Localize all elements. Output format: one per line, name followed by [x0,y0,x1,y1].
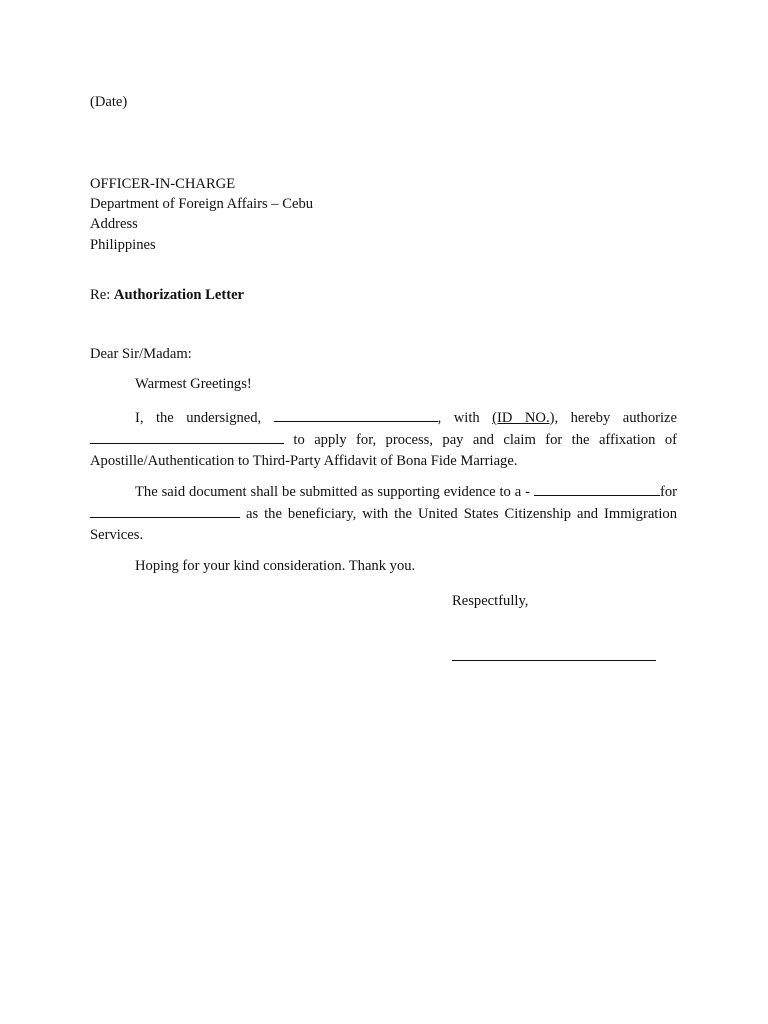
p2-text-1: The said document shall be submitted as supporting evidence to a - [135,484,534,500]
closing-line: Hoping for your kind consideration. Thank you. [135,558,416,574]
name-blank [274,407,438,422]
p1-text-3: hereby authorize [558,410,678,426]
p1-text-2: , with [437,410,493,426]
p2-text-2: for [659,484,677,500]
recipient-address: Address [90,216,138,232]
subject-label: Re: [90,287,114,303]
paragraph-authorization [90,407,677,472]
complimentary-close: Respectfully, [452,593,529,609]
recipient-country: Philippines [90,237,156,253]
id-number-placeholder: (ID NO.), [492,410,559,426]
authorized-person-blank [90,429,284,444]
salutation: Dear Sir/Madam: [90,346,192,362]
beneficiary-blank [90,503,240,518]
p2-text-3: as the beneficiary, with the United States Citizenship and Immigration Services. [90,506,677,543]
p1-text-1: I, the undersigned, [135,410,274,426]
date-line: (Date) [90,94,128,110]
petition-blank [534,481,660,496]
p1-text-4: to apply for, process, pay and claim for the affixation of Apostille/Authentication to Third-Party Affidavit of Bona Fide Marriage. [90,432,677,469]
paragraph-purpose [90,481,677,546]
recipient-office: Department of Foreign Affairs – Cebu [90,196,314,212]
greeting: Warmest Greetings! [135,376,252,392]
subject-text: Authorization Letter [113,287,245,303]
recipient-title: OFFICER-IN-CHARGE [90,176,236,192]
subject-line [90,285,244,305]
signature-line [452,660,656,661]
